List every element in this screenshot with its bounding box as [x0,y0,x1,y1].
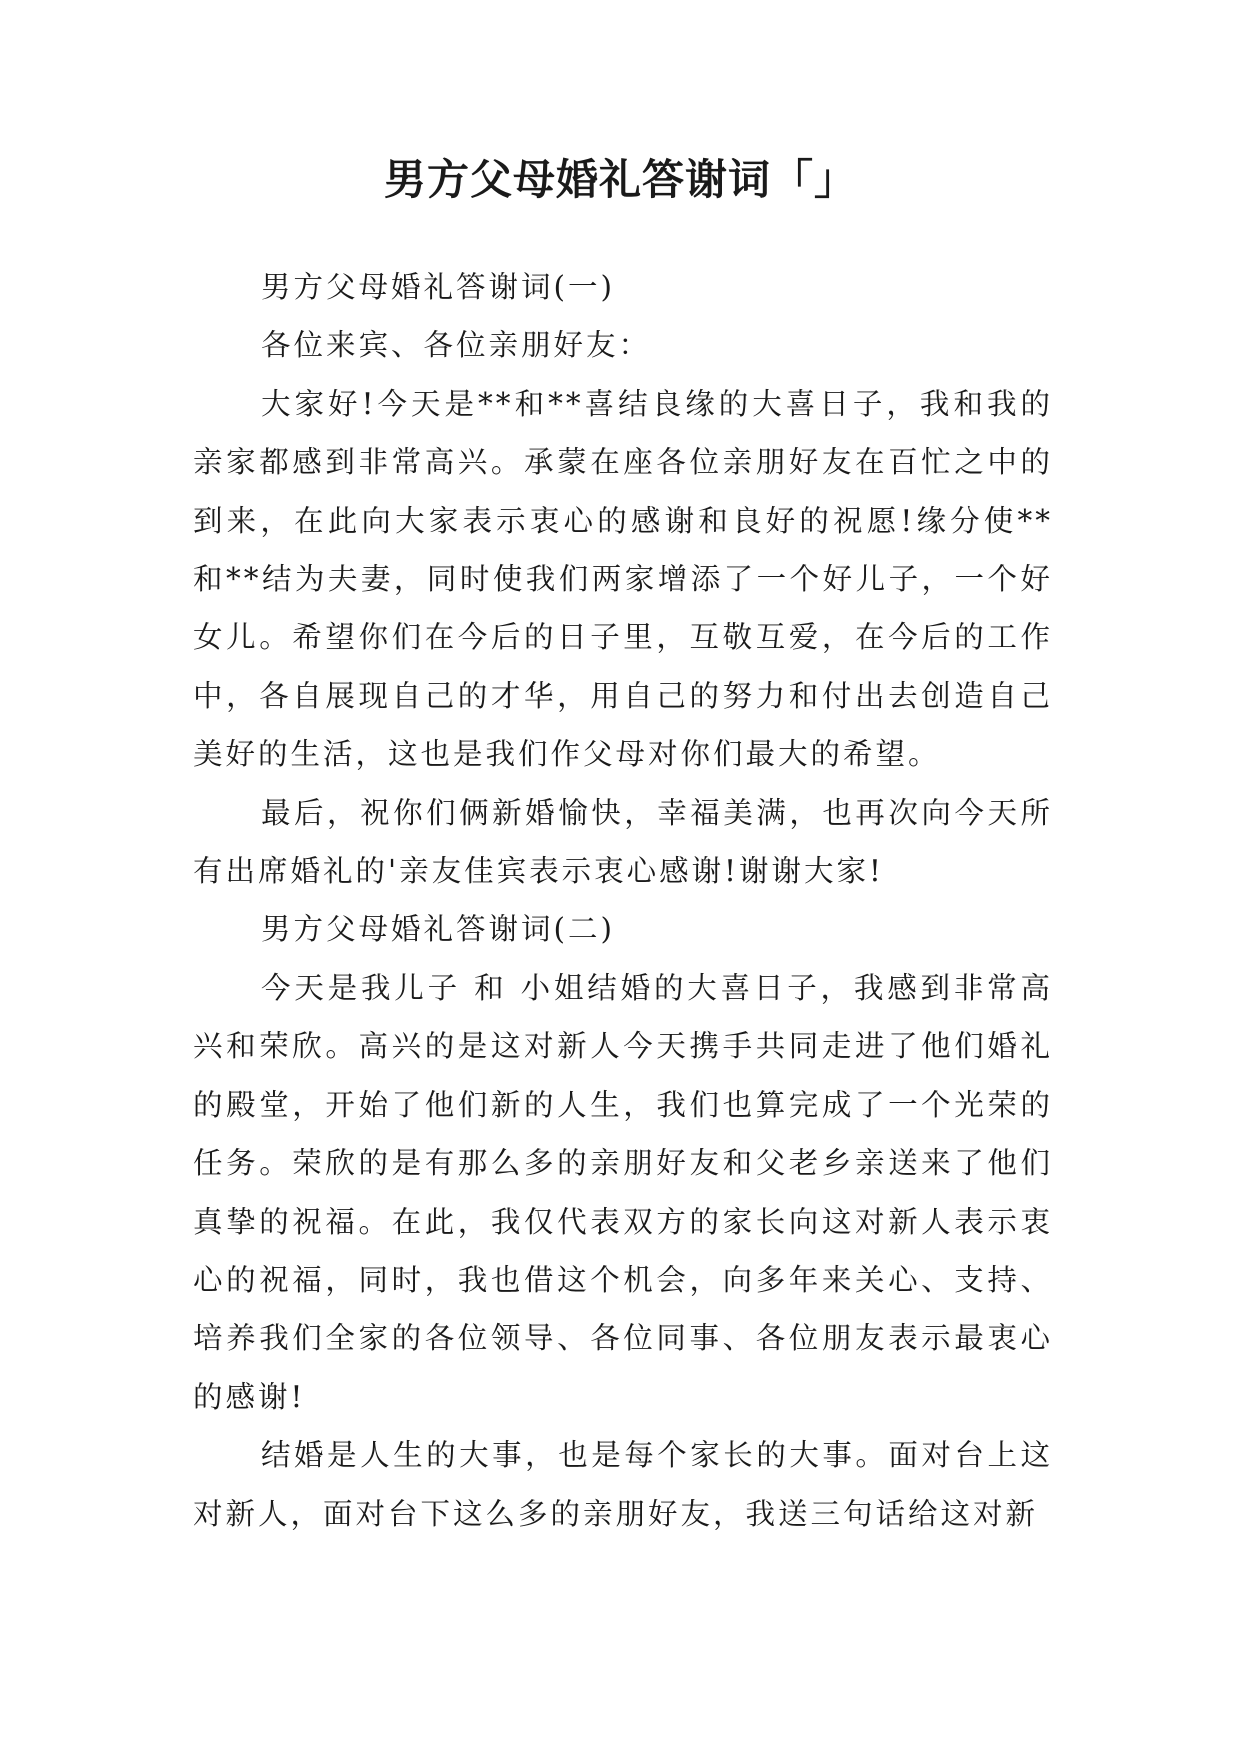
section-heading-2: 男方父母婚礼答谢词(二) [261,912,616,947]
body-paragraph: 大家好!今天是**和**喜结良缘的大喜日子，我和我的亲家都感到非常高兴。承蒙在座各位亲朋好友在百忙之中的到来，在此向大家表示衷心的感谢和良好的祝愿!缘分使**和**结为夫妻，同时使我们两家增添了一个好儿子，一个好女儿。希望你们在今后的日子里，互敬互爱，在今后的工作中，各自展现自己的才华，用自己的努力和付出去创造自己美好的生活，这也是我们作父母对你们最大的希望。 [193,386,1053,772]
document-title: 男方父母婚礼答谢词「」 [383,155,857,204]
document-body [193,258,1053,1543]
body-paragraph: 结婚是人生的大事，也是每个家长的大事。面对台上这对新人，面对台下这么多的亲朋好友，我送三句话给这对新 [193,1438,1053,1531]
section-heading-1: 男方父母婚礼答谢词(一) [261,270,616,304]
body-paragraph: 最后，祝你们俩新婚愉快，幸福美满，也再次向今天所有出席婚礼的'亲友佳宾表示衷心感谢!谢谢大家! [193,795,1053,889]
salutation: 各位来宾、各位亲朋好友： [261,328,652,363]
body-paragraph: 今天是我儿子 和 小姐结婚的大喜日子，我感到非常高兴和荣欣。高兴的是这对新人今天携手共同走进了他们婚礼的殿堂，开始了他们新的人生，我们也算完成了一个光荣的任务。荣欣的是有那么多的亲朋好友和父老乡亲送来了他们真挚的祝福。在此，我仅代表双方的家长向这对新人表示衷心的祝福，同时，我也借这个机会，向多年来关心、支持、培养我们全家的各位领导、各位同事、各位朋友表示最衷心的感谢! [193,970,1053,1414]
